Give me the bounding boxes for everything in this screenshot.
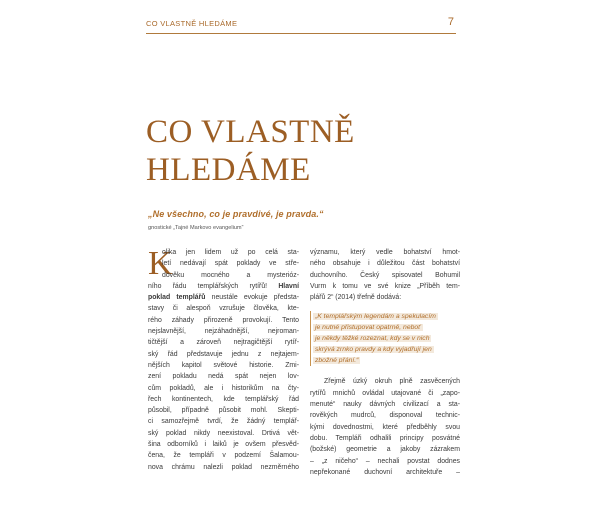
text-fragment: neustále evokuje předsta- [205,294,299,302]
text-line: ský poklad nikdy neexistoval. Drtivá vět- [148,429,299,437]
text-line: šina odborníků i laiků je ovšem přesvěd- [148,441,299,449]
text-line: dověku mocného a mysterióz- [162,271,299,279]
text-line: působil, případně působit mohl. Skepti- [148,407,299,415]
bold-term: Hlavní [278,282,299,290]
text-line: řech kontinentech, kde templářský řád [148,395,299,403]
text-line: rověkých mudrců, disponoval technic- [310,412,460,420]
text-line: nova chrámu nalezli poklad nezměrného [148,463,299,471]
pull-quote-text: „K templářským legendám a spekulacím [315,313,436,321]
text-line: stavy či alespoň vzrušuje člověka, kte- [148,305,299,313]
text-line: zení pokladu nedá spát nejen lov- [148,373,299,381]
text-line: Zřejmě úzký okruh plně zasvěcených [324,378,460,386]
running-title: CO VLASTNĚ HLEDÁME [146,19,238,28]
pull-quote-line [313,333,460,344]
text-line: významu, který vedle bohatství hmot- [310,249,460,256]
pull-quote-line [313,311,460,322]
text-line: čena, že templáři v podzemí Šalamou- [148,452,299,460]
text-line [148,292,299,303]
epigraph-source: gnostické „Tajné Markovo evangelium“ [148,225,244,231]
left-column [148,247,299,473]
pull-quote-text: zbožné přání.“ [315,357,359,365]
right-column [310,247,460,478]
text-line: rého záhady přirozeně provokují. Tento [148,316,299,324]
text-line: duchovního. Český spisovatel Bohumil [310,271,460,279]
running-header [146,17,456,34]
epigraph-quote: „Ne všechno, co je pravdivé, je pravda.“ [148,209,324,219]
pull-quote-line [313,344,460,355]
pull-quote-text: je někdy těžké rozeznat, kdy se v nich [315,335,430,343]
pull-quote-line [313,322,460,333]
text-line: (božské) geometrie a jakoby zázrakem [310,446,460,454]
text-line: nepřekonané duchovní architektuře – [310,468,460,476]
text-line: nějších kapitol světové historie. Zmi- [148,361,299,369]
text-line: rytířů mnichů ovládal utajované či „zapo- [310,389,460,397]
chapter-title-line-2: HLEDÁME [146,152,311,188]
pull-quote-text: je nutné přistupovat opatrně, neboť [315,324,421,332]
text-line: kými dovednostmi, které předběhly svou [310,423,460,431]
text-line: letí nedávají spát poklady ve stře- [162,260,299,268]
text-line: plářů 2“ (2014) třefně dodává: [310,294,402,302]
text-line: nejslavnější, nejzáhadnější, nejroman- [148,328,299,336]
page-number: 7 [447,16,454,28]
pull-quote-text: skrývá zrnko pravdy a kdy vyjadřují jen [315,346,432,354]
text-line: olika jen lidem už po celá sta- [162,249,299,256]
text-line: tičtější a zároveň nejtragičtější rytíř- [148,339,299,347]
chapter-title-line-1: CO VLASTNĚ [146,114,355,150]
text-line: ného obsahuje i důležitou část bohatství [310,260,460,268]
text-fragment: ního řádu templářských rytířů! [148,282,268,290]
text-line: ský řád představuje jednu z nejtajem- [148,350,299,358]
text-line: Vurm k tomu ve své knize „Příběh tem- [310,282,460,290]
drop-cap: K [148,245,173,282]
text-line: dobu. Templáři odhalili principy posvátné [310,434,460,442]
text-line: menuté“ nauky dávných civilizací a sta- [310,401,460,409]
text-line: cům pokladů, ale i historikům na čty- [148,384,299,392]
pull-quote [310,311,460,366]
pull-quote-line [313,355,460,366]
text-line: ci samozřejmě tvrdí, že žádný templář- [148,418,299,426]
bold-term: poklad templářů [148,294,206,302]
text-line: – „z ničeho“ – nechali povstat dodnes [310,457,460,465]
text-line [148,281,299,292]
chapter-title [146,113,466,189]
